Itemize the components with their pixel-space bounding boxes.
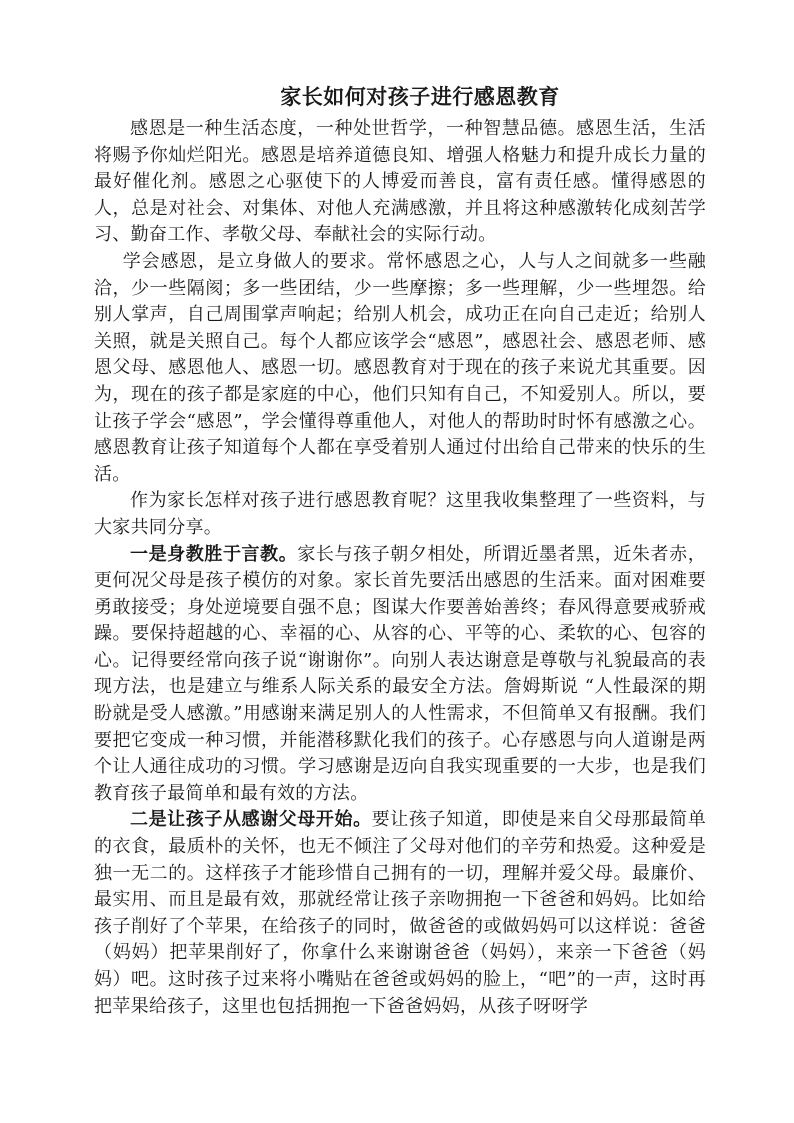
paragraph-1 (94, 116, 706, 249)
paragraph-5-text: 要让孩子知道，即使是来自父母那最简单的衣食，最质朴的关怀，也无不倾注了父母对他们的辛劳和热爱。这种爱是独一无二的。这样孩子才能珍惜自己拥有的一切，理解并爱父母。最廉价、最实用、而且是最有效，那就经常让孩子亲吻拥抱一下爸爸和妈妈。比如给孩子削好了个苹果，在给孩子的同时，做爸爸的或做妈妈可以这样说：爸爸（妈妈）把苹果削好了，你拿什么来谢谢爸爸（妈妈），来亲一下爸爸（妈妈）吧。这时孩子过来将小嘴贴在爸爸或妈妈的脸上，“吧”的一声，这时再把苹果给孩子，这里也包括拥抱一下爸爸妈妈，从孩子呀呀学 (94, 809, 706, 1017)
paragraph-2-text: 学会感恩，是立身做人的要求。常怀感恩之心，人与人之间就多一些融洽，少一些隔阂；多一些团结，少一些摩擦；多一些理解，少一些埋怨。给别人掌声，自己周围掌声响起；给别人机会，成功正在向自己走近；给别人关照，就是关照自己。每个人都应该学会“感恩”，感恩社会、感恩老师、感恩父母、感恩他人、感恩一切。感恩教育对于现在的孩子来说尤其重要。因为，现在的孩子都是家庭的中心，他们只知有自己，不知爱别人。所以，要让孩子学会“感恩”，学会懂得尊重他人，对他人的帮助时时怀有感激之心。感恩教育让孩子知道每个人都在享受着别人通过付出给自己带来的快乐的生活。 (94, 250, 706, 485)
paragraph-4-lead: 一是身教胜于言教。 (130, 543, 298, 565)
paragraph-3-text: 作为家长怎样对孩子进行感恩教育呢？这里我收集整理了一些资料，与大家共同分享。 (94, 490, 706, 538)
paragraph-1-text: 感恩是一种生活态度，一种处世哲学，一种智慧品德。感恩生活，生活将赐予你灿烂阳光。感恩是培养道德良知、增强人格魅力和提升成长力量的最好催化剂。感恩之心驱使下的人博爱而善良，富有责任感。懂得感恩的人，总是对社会、对集体、对他人充满感激，并且将这种感激转化成刻苦学习、勤奋工作、孝敬父母、奉献社会的实际行动。 (94, 118, 706, 246)
paragraph-4-text: 家长与孩子朝夕相处，所谓近墨者黑，近朱者赤，更何况父母是孩子模仿的对象。家长首先要活出感恩的生活来。面对困难要勇敢接受；身处逆境要自强不息；图谋大作要善始善终；春风得意要戒骄戒躁。要保持超越的心、幸福的心、从容的心、平等的心、柔软的心、包容的心。记得要经常向孩子说“谢谢你”。向别人表达谢意是尊敬与礼貌最高的表现方法，也是建立与维系人际关系的最安全方法。詹姆斯说 “人性最深的期盼就是受人感激。”用感谢来满足别人的人性需求，不但简单又有报酬。我们要把它变成一种习惯，并能潜移默化我们的孩子。心存感恩与向人道谢是两个让人通往成功的习惯。学习感谢是迈向自我实现重要的一大步，也是我们教育孩子最简单和最有效的方法。 (94, 543, 706, 804)
paragraph-3 (94, 488, 706, 541)
paragraph-4 (94, 542, 706, 808)
paragraph-2 (94, 249, 706, 488)
document-page (94, 78, 706, 1020)
document-title: 家长如何对孩子进行感恩教育 (280, 84, 560, 109)
paragraph-5 (94, 807, 706, 1020)
paragraph-5-lead: 二是让孩子从感谢父母开始。 (130, 809, 372, 831)
